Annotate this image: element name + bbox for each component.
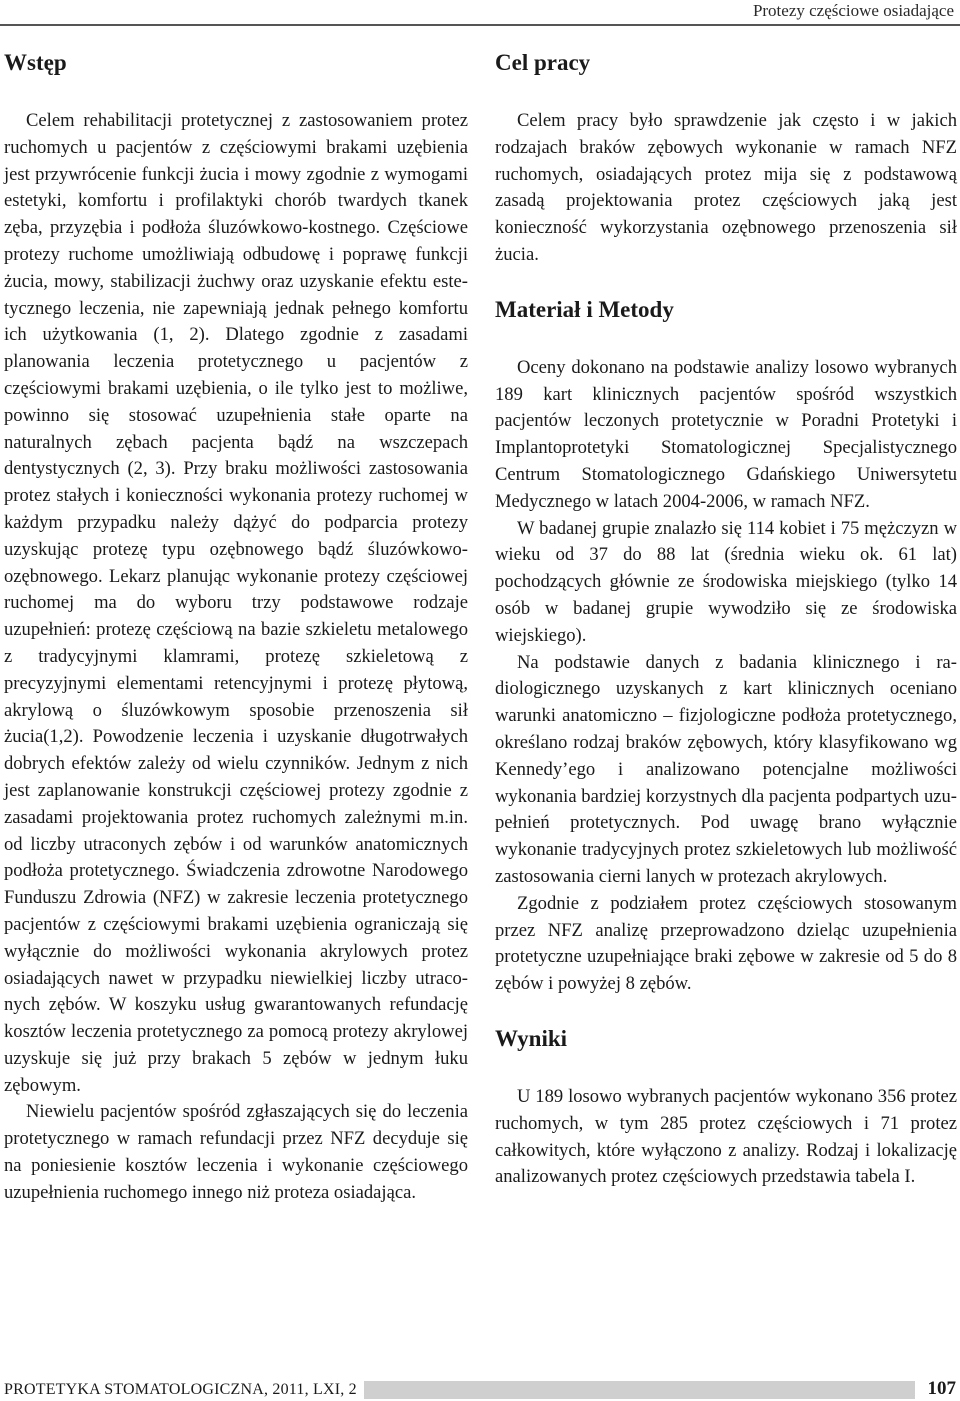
journal-reference: PROTETYKA STOMATOLOGICZNA, 2011, LXI, 2 [4,1381,357,1398]
section-heading-results: Wyniki [495,1025,568,1051]
footer-bar [364,1381,915,1399]
left-column [4,48,468,1207]
section-heading-aim: Cel pracy [495,50,591,75]
results-paragraph: U 189 losowo wybranych pacjentów wykonano 356 protez ruchomych, w tym 285 protez częściowych i 71 protez całkowitych, które wyłączono z analizy. Rodzaj i lokalizację analizowanych protez częściowych przedstawia tabela I. [495,1085,957,1188]
header-rule [0,24,960,26]
page-number: 107 [927,1378,956,1399]
methods-paragraph-4: Zgodnie z podziałem protez częściowych stosowanym przez NFZ analizę przeprowadzono dzieląc uzupełnienia protetyczne uzupełniające braki zębowe w zakresie od 5 do 8 zębów i powyżej 8 zębów. [495,892,957,995]
section-heading-methods: Materiał i Metody [495,296,674,322]
methods-paragraph-1: Oceny dokonano na podstawie analizy losowo wybranych 189 kart klinicznych pacjentów spośród wszystkich pacjentów leczonych protetycznie w Poradni Protetyki i Implantoprotetyki Stomatologicznej Specjalistycznego Centrum Stomatologicznego Gdańskiego Uniwersytetu Medycznego w latach 2004-2006, w ramach NFZ. [495,356,957,512]
intro-paragraph-2: Niewielu pacjentów spośród zgłaszających się do leczenia protetycznego w ramach refundacji przez NFZ decyduje się na poniesienie kosztów leczenia i wykonanie częściowego uzupełnienia ruchomego innego niż proteza osiadająca. [4,1101,468,1203]
intro-paragraph-1: Celem rehabilitacji protetycznej z zastosowaniem protez ruchomych u pacjentów z częściowymi brakami uzębienia jest przywrócenie funkcji żucia i mowy zgodnie z wymogami estetyki, komfortu i profilaktyki chorób twardych tkanek zęba, przyzębia i podłoża śluzówkowo-kostnego. Częściowe protezy ruchome umożliwiają odbudowę i poprawę funkcji żucia, mowy, stabilizacji żuchwy oraz uzyskanie efektu estetycznego leczenia, nie zapewniają jednak pełnego komfortu ich użytkowania (1, 2). Dlatego zgodnie z zasadami planowania leczenia protetycznego u pacjentów z częściowymi brakami uzębienia, o ile tylko jest to możliwe, powinno się stosować uzupełnienia stałe oparte na naturalnych zębach pacjenta bądź na wszczepach dentystycznych (2, 3). Przy braku możliwości zastosowania protez stałych i konieczności wykonania protezy ruchomej w każdym przypadku należy dążyć do podparcia protezy uzyskując protezę typu ozębnowego bądź śluzówkowo-ozębnowego. Lekarz planując wykonanie protezy częściowej ruchomej ma do wyboru trzy podstawowe rodzaje uzupełnień: protezę częściową na bazie szkieletu metalowego z tradycyjnymi klamrami, protezę szkieletową z precyzyjnymi elementami retencyjnymi i protezę płytową, akrylową o śluzówkowym sposobie przenoszenia sił żucia(1,2). Powodzenie leczenia i uzyskanie długotrwałych dobrych efektów zależy od wielu czynników. Jednym z nich jest zaplanowanie konstrukcji częściowej protezy zgodnie z zasadami projektowania protez ruchomych zależnymi m.in. od liczby utraconych zębów i od warunków anatomicznych podłoża protetycznego. Świadczenia zdrowotne Narodowego Funduszu Zdrowia (NFZ) w zakresie leczenia protetycznego pacjentów z częściowymi brakami uzębienia ograniczają się wyłącznie do możliwości wykonania akrylowych protez osiadających nawet w przypadku niewielkiej liczby utraconych zębów. W koszyku usług gwarantowanych refundację kosztów leczenia protetycznego za pomocą protezy akrylowej uzyskuje się już przy brakach 5 zębów w jednym łuku zębowym. [4,110,468,1096]
methods-paragraph-3: Na podstawie danych z badania klinicznego i radiologicznego uzyskanych z kart klinicznych oceniano warunki anatomiczno – fizjologiczne podłoża protetycznego, określano rodzaj braków zębowych, który klasyfikowano wg Kennedy’ego i analizowano potencjalne możliwości wykonania bardziej korzystnych dla pacjenta podpartych uzupełnień protetycznych. Pod uwagę brano wyłącznie wykonanie tradycyjnych protez szkieletowych lub możliwość zastosowania cierni lanych w protezach akrylowych. [495,651,957,887]
section-heading-intro: Wstęp [4,50,67,75]
methods-paragraph-2: W badanej grupie znalazło się 114 kobiet i 75 mężczyzn w wieku od 37 do 88 lat (średnia wieku ok. 61 lat) pochodzących głównie ze środowiska miejskiego (tylko 14 osób w badanej grupie wywodziło się ze środowiska wiejskiego). [495,517,957,646]
right-column [495,48,957,1191]
running-header: Protezy częściowe osiadające [752,1,954,20]
aim-paragraph: Celem pracy było sprawdzenie jak często i w jakich rodzajach braków zębowych wykonanie w ramach NFZ ruchomych, osiadających protez mija się z podstawową zasadą projektowania protez częściowych jaką jest konieczność wykorzystania ozębnowego przenoszenia sił żucia. [495,110,957,265]
